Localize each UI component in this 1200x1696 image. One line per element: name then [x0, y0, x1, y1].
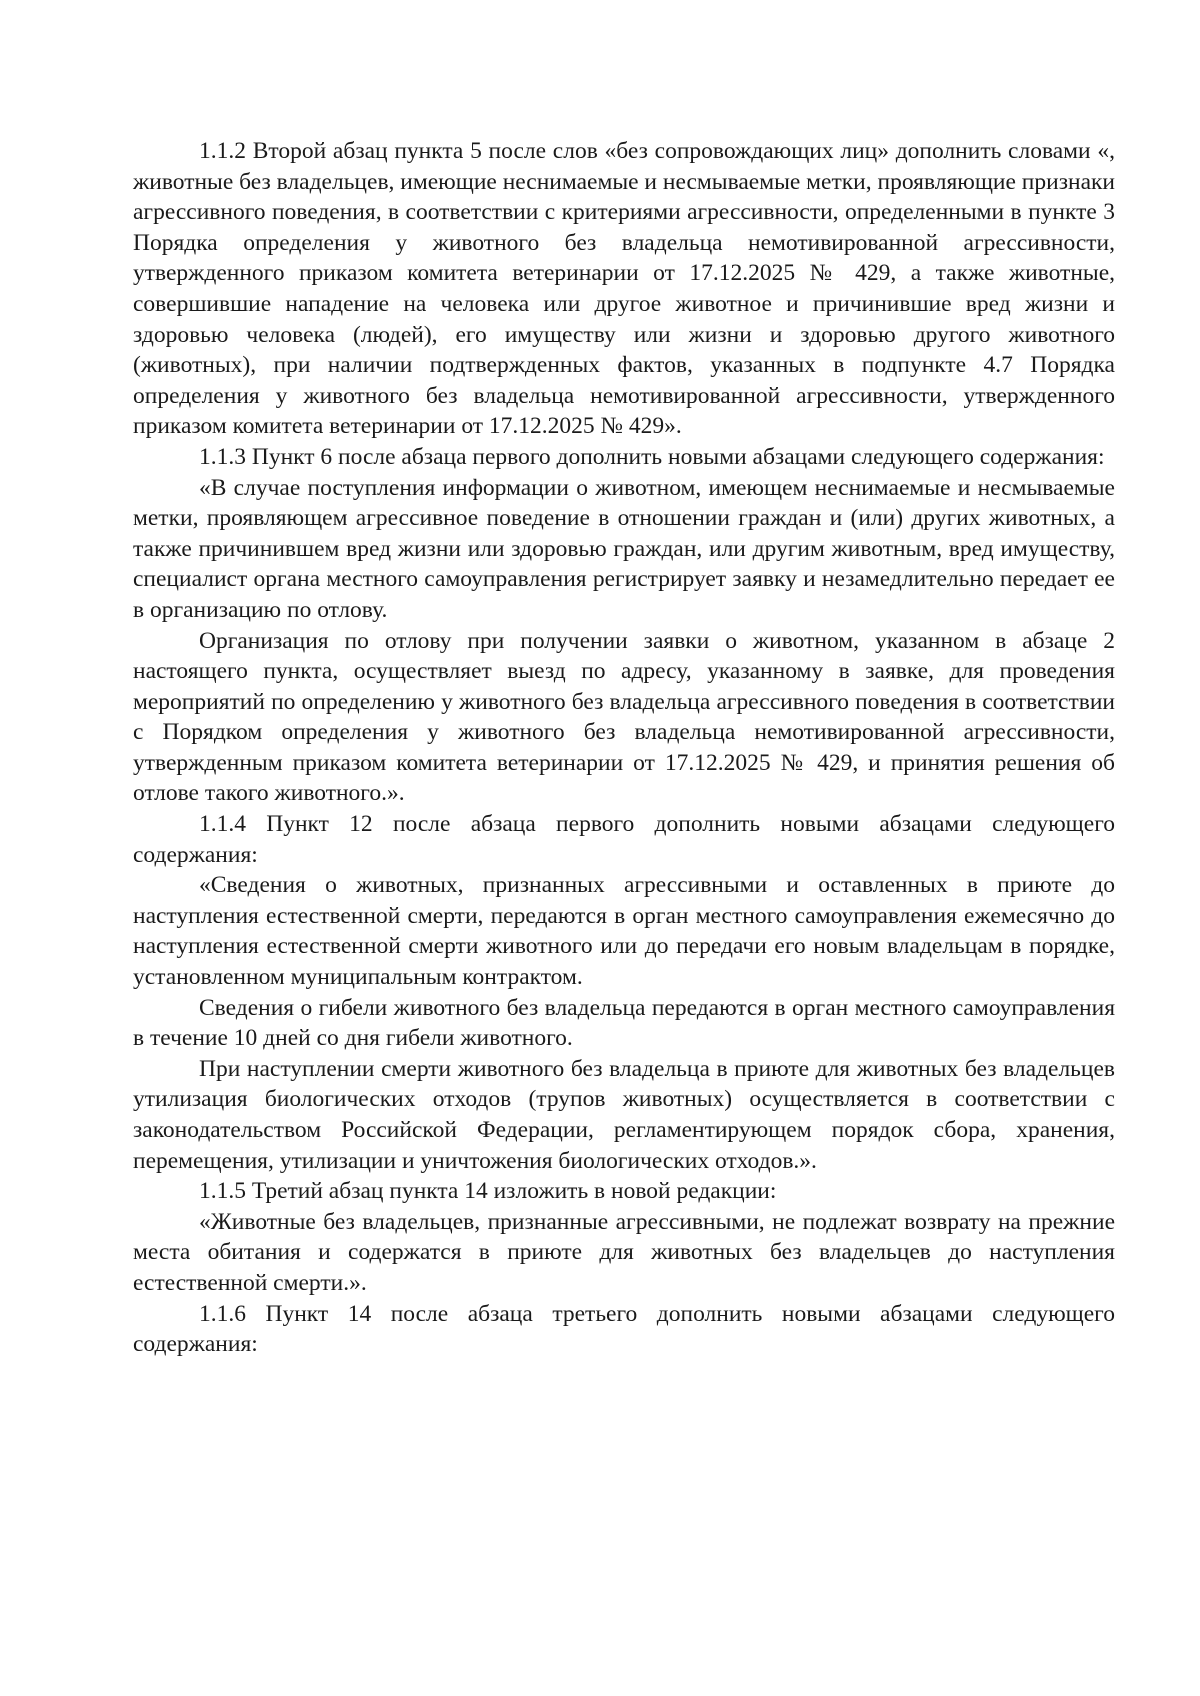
paragraph-1-1-4: 1.1.4 Пункт 12 после абзаца первого дополнить новыми абзацами следующего содержания:	[133, 811, 1115, 868]
paragraph-1-1-5: 1.1.5 Третий абзац пункта 14 изложить в новой редакции:	[199, 1178, 777, 1205]
paragraph-1-1-4-quote-2: Сведения о гибели животного без владельца передаются в орган местного самоуправления в течение 10 дней со дня гибели животного.	[133, 994, 1115, 1052]
paragraph-1-1-2: 1.1.2 Второй абзац пункта 5 после слов «без сопровождающих лиц» дополнить словами «, животные без владельцев, имеющие неснимаемые и несмываемые метки, проявляющие признаки агрессивного поведения, в соответствии с критериями агрессивности, определенными в пункте 3 Порядка определения у животного без владельца немотивированной агрессивности, утвержденного приказом комитета ветеринарии от 17.12.2025 № 429, а также животные, совершившие нападение на человека или другое животное и причинившие вред жизни и здоровью человека (людей), его имуществу или жизни и здоровью другого животного (животных), при наличии подтвержденных фактов, указанных в подпункте 4.7 Порядка определения у животного без владельца немотивированной агрессивности, утвержденного приказом комитета ветеринарии от 17.12.2025 № 429».	[133, 138, 1115, 440]
paragraph-1-1-3-quote-1: «В случае поступления информации о животном, имеющем неснимаемые и несмываемые метки, проявляющем агрессивное поведение в отношении граждан и (или) других животных, а также причинившем вред жизни или здоровью граждан, или другим животным, вред имуществу, специалист органа местного самоуправления регистрирует заявку и незамедлительно передает ее в организацию по отлову.	[133, 474, 1115, 623]
document-page	[133, 136, 1115, 1360]
paragraph-1-1-3: 1.1.3 Пункт 6 после абзаца первого дополнить новыми абзацами следующего содержания:	[199, 443, 1105, 470]
paragraph-1-1-3-quote-2: Организация по отлову при получении заявки о животном, указанном в абзаце 2 настоящего пункта, осуществляет выезд по адресу, указанному в заявке, для проведения мероприятий по определению у животного без владельца агрессивного поведения в соответствии с Порядком определения у животного без владельца немотивированной агрессивности, утвержденным приказом комитета ветеринарии от 17.12.2025 № 429, и принятия решения об отлове такого животного.».	[133, 627, 1115, 807]
paragraph-1-1-5-quote: «Животные без владельцев, признанные агрессивными, не подлежат возврату на прежние места обитания и содержатся в приюте для животных без владельцев до наступления естественной смерти.».	[133, 1208, 1115, 1296]
paragraph-1-1-4-quote-1: «Сведения о животных, признанных агрессивными и оставленных в приюте до наступления естественной смерти, передаются в орган местного самоуправления ежемесячно до наступления естественной смерти животного или до передачи его новым владельцам в порядке, установленном муниципальным контрактом.	[133, 872, 1115, 991]
paragraph-1-1-4-quote-3: При наступлении смерти животного без владельца в приюте для животных без владельцев утилизация биологических отходов (трупов животных) осуществляется в соответствии с законодательством Российской Федерации, регламентирующем порядок сбора, хранения, перемещения, утилизации и уничтожения биологических отходов.».	[133, 1055, 1115, 1174]
paragraph-1-1-6: 1.1.6 Пункт 14 после абзаца третьего дополнить новыми абзацами следующего содержания:	[133, 1300, 1115, 1358]
